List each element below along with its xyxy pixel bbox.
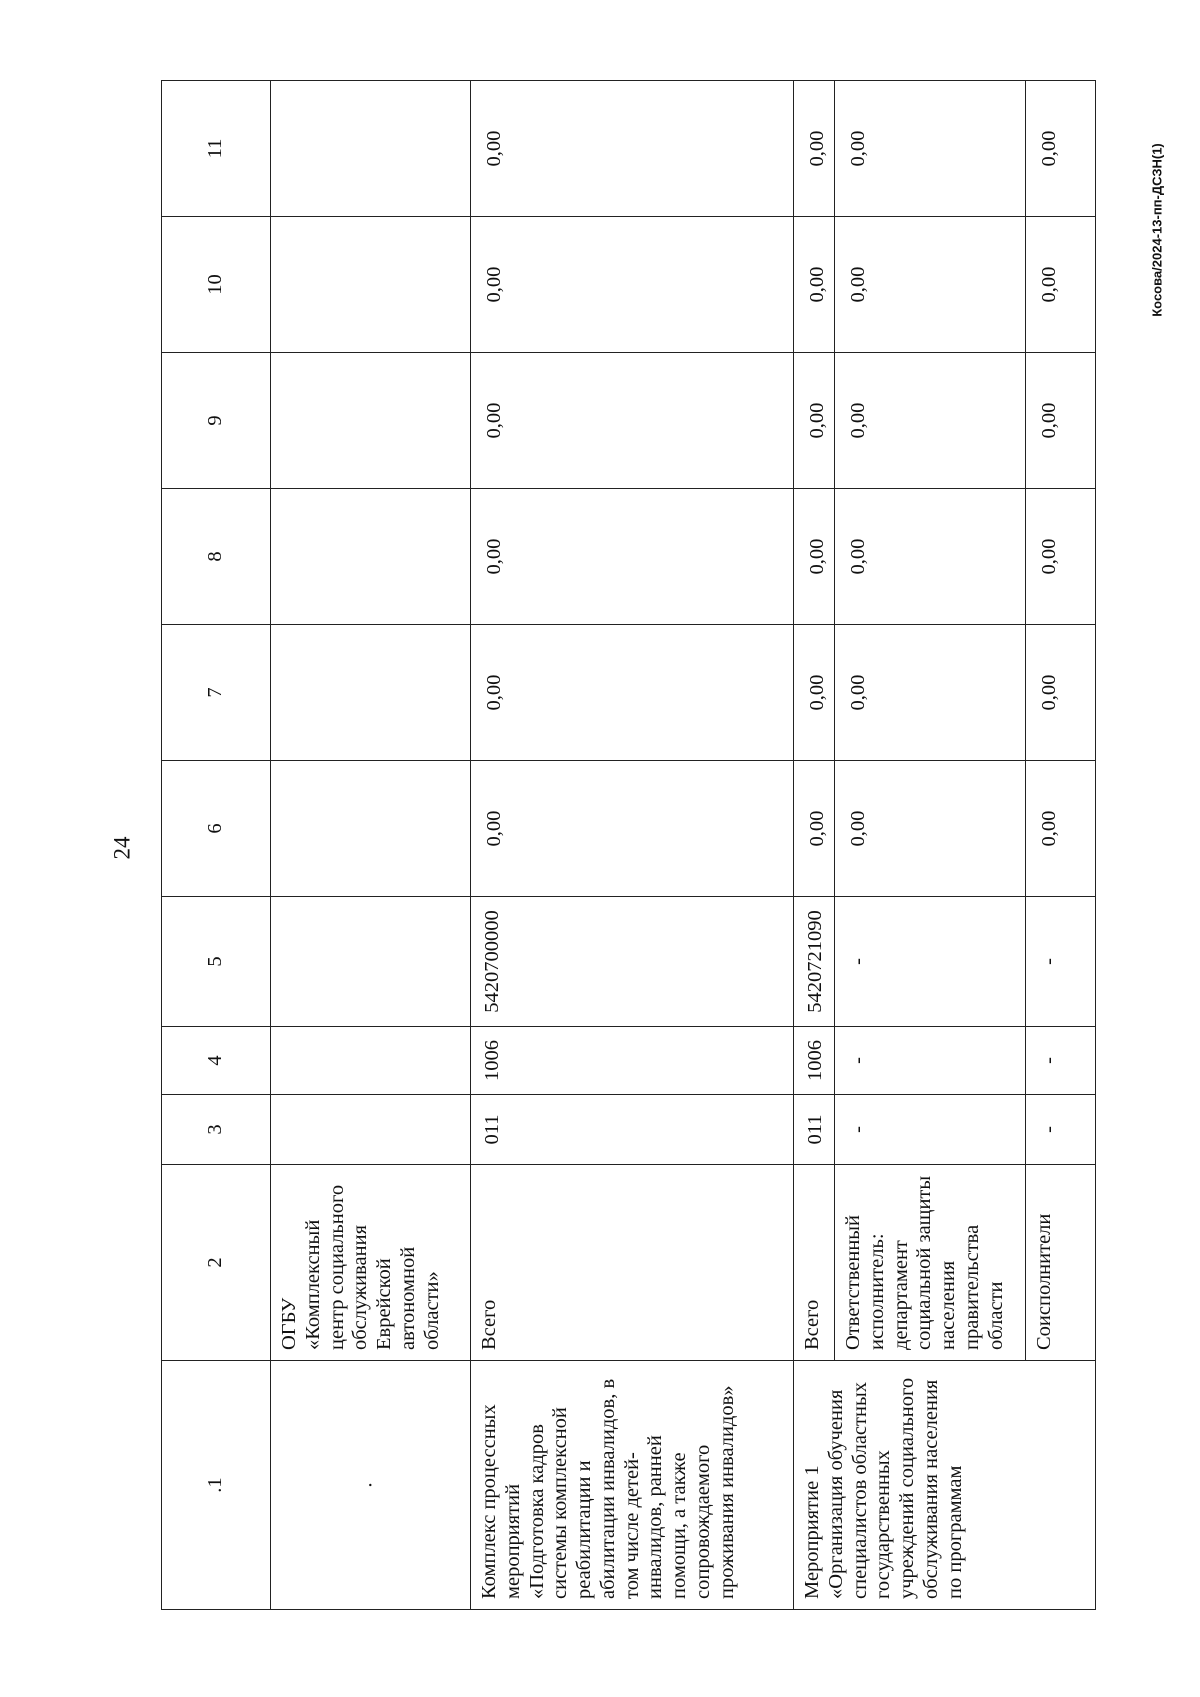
measure-1-name-cell [794,1361,1096,1610]
section-code-cell: 1006 [794,1027,835,1095]
value-cell: 0,00 [1026,353,1096,489]
column-header-11: 11 [162,81,271,217]
gov-code-cell: 011 [471,1095,794,1165]
budget-table-frame [161,80,1096,1610]
value-cell: 0,00 [471,81,794,217]
column-header-6: 6 [162,761,271,897]
process-complex-total-row [471,81,794,1610]
value-cell [271,625,471,761]
column-header-5: 5 [162,897,271,1027]
value-cell: 0,00 [471,625,794,761]
value-cell: 0,00 [835,489,1026,625]
measure-1-total-row [794,81,835,1610]
value-cell: 0,00 [835,625,1026,761]
total-label: Всего [794,1165,835,1361]
section-code-cell [271,1027,471,1095]
column-header-1: .1 [162,1361,271,1610]
column-header-10: 10 [162,217,271,353]
value-cell: 0,00 [794,625,835,761]
page-number: 24 [109,836,135,860]
value-cell: 0,00 [471,217,794,353]
value-cell: 0,00 [835,761,1026,897]
budget-allocation-table [161,80,1096,1610]
column-number-row [162,81,271,1610]
value-cell [271,217,471,353]
value-cell [271,489,471,625]
section-code-cell: - [1026,1027,1096,1095]
gov-code-cell [271,1095,471,1165]
value-cell: 0,00 [471,761,794,897]
target-code-cell: 5420700000 [471,897,794,1027]
measure-1-name-stack [794,1361,1095,1609]
value-cell: 0,00 [835,217,1026,353]
value-cell [271,761,471,897]
section-code-cell: - [835,1027,1026,1095]
column-header-8: 8 [162,489,271,625]
gov-code-cell: 011 [794,1095,835,1165]
value-cell: 0,00 [471,353,794,489]
value-cell: 0,00 [1026,217,1096,353]
gov-code-cell: - [1026,1095,1096,1165]
column-header-4: 4 [162,1027,271,1095]
value-cell: 0,00 [1026,489,1096,625]
section-code-cell: 1006 [471,1027,794,1095]
measure-1-name: Мероприятие 1 «Организация обучения специалистов областных государственных учреждений социального обслуживания населения по программам [801,1377,966,1599]
column-header-2: 2 [162,1165,271,1361]
target-code-cell: - [1026,897,1096,1027]
value-cell: 0,00 [794,353,835,489]
document-code: Косова/2024-13-пп-ДСЗН(1) [1149,143,1165,317]
value-cell: 0,00 [1026,761,1096,897]
responsible-executor-label: Ответственный исполнитель: департамент социальной защиты населения правительства области [835,1165,1026,1361]
gov-code-cell: - [835,1095,1026,1165]
process-complex-name: Комплекс процессных мероприятий «Подготовка кадров системы комплексной реабилитации и абилитации инвалидов, в том числе детей-инвалидов, ранней помощи, а также сопровождаемого проживания инвалидов» [471,1361,794,1610]
column-header-3: 3 [162,1095,271,1165]
target-code-cell: - [835,897,1026,1027]
value-cell: 0,00 [794,81,835,217]
value-cell: 0,00 [794,761,835,897]
value-cell: 0,00 [471,489,794,625]
value-cell: 0,00 [1026,625,1096,761]
responsible-institution-row [271,81,471,1610]
row-name-cell: · [271,1361,471,1610]
value-cell: 0,00 [794,217,835,353]
executor-cell: ОГБУ «Комплексный центр социального обслуживания Еврейской автономной области» [271,1165,471,1361]
column-header-9: 9 [162,353,271,489]
value-cell: 0,00 [835,353,1026,489]
value-cell [271,353,471,489]
coexecutors-label: Соисполнители [1026,1165,1096,1361]
total-label: Всего [471,1165,794,1361]
target-code-cell: 5420721090 [794,897,835,1027]
target-code-cell [271,897,471,1027]
value-cell: 0,00 [1026,81,1096,217]
value-cell: 0,00 [794,489,835,625]
value-cell: 0,00 [835,81,1026,217]
column-header-7: 7 [162,625,271,761]
value-cell [271,81,471,217]
